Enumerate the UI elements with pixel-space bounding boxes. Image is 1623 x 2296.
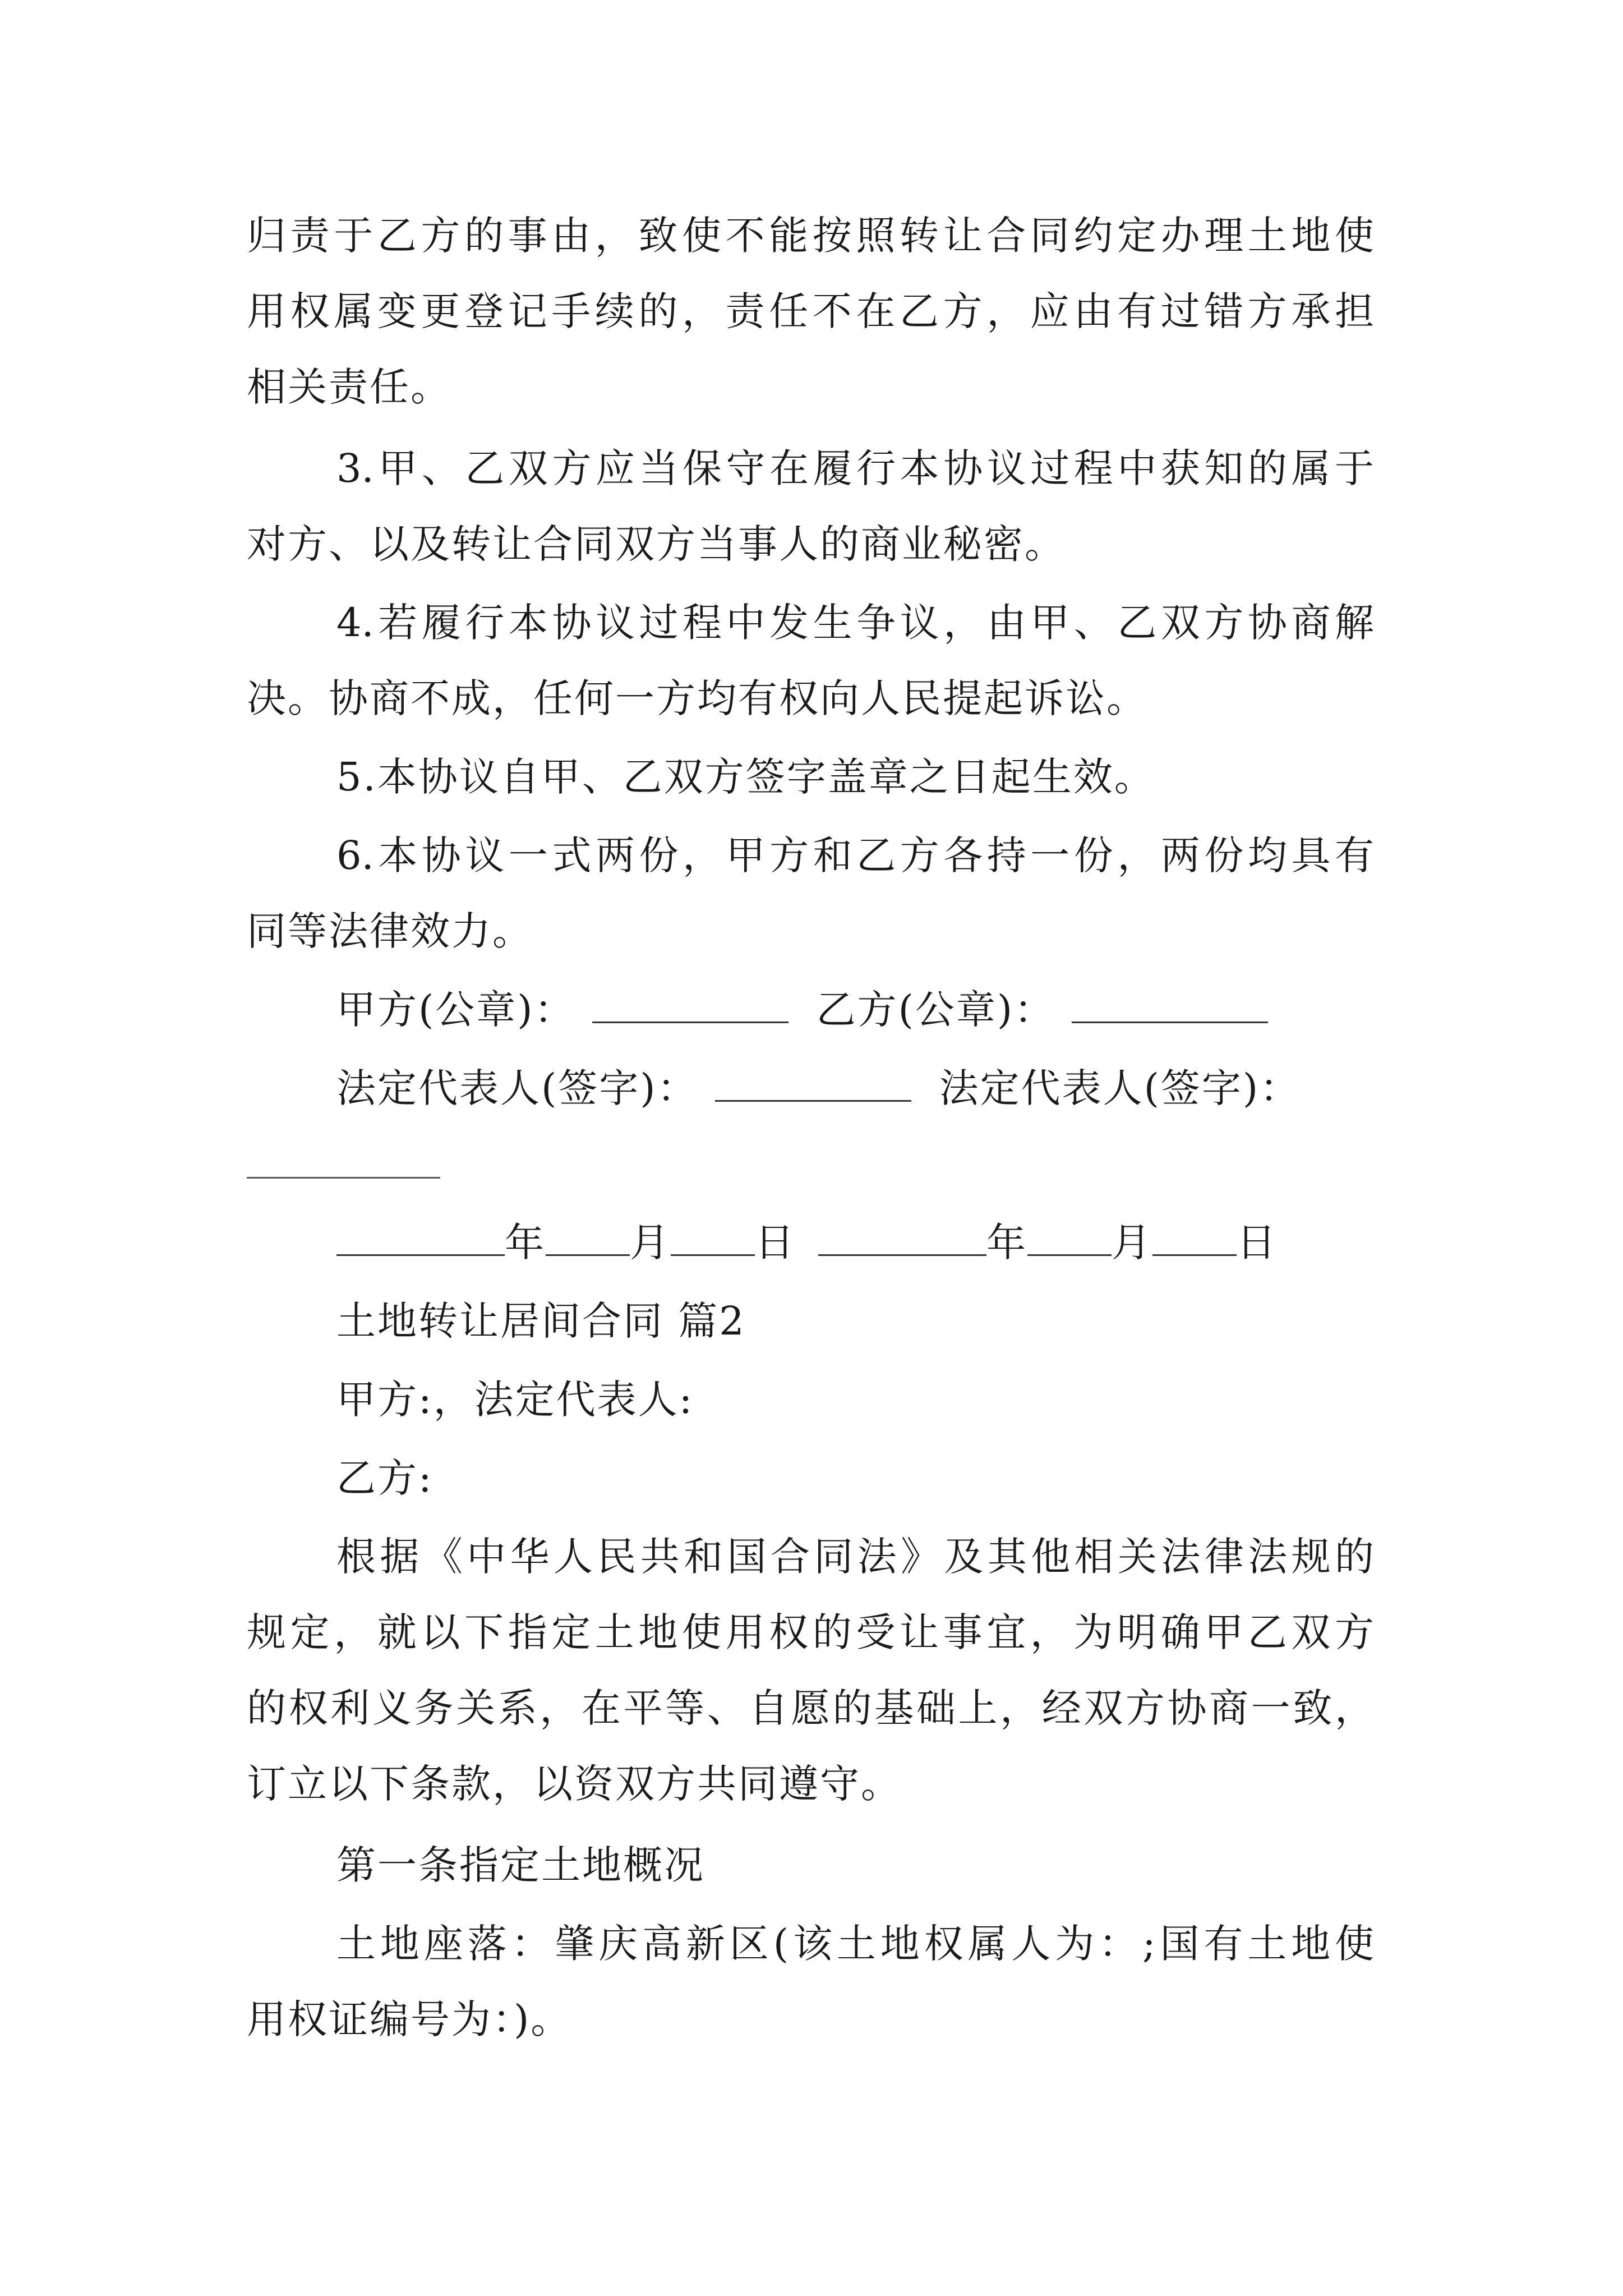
year-blank-b [818,1220,986,1256]
paragraph-line: 规定，就以下指定土地使用权的受让事宜，为明确甲乙双方 [247,1609,1374,1655]
date-row [336,1217,1278,1268]
month-label-b: 月 [1112,1220,1152,1266]
party-b-seal-blank [1072,987,1268,1023]
month-label: 月 [630,1220,671,1266]
paragraph-line: 用权证编号为：)。 [247,1996,572,2042]
month-blank-b [1027,1220,1112,1256]
rep-b-label: 法定代表人(签字)： [939,1065,1301,1111]
paragraph-line: 归责于乙方的事由，致使不能按照转让合同约定办理土地使 [247,213,1374,259]
seal-signature-row [336,984,1268,1035]
paragraph-line: 相关责任。 [247,364,451,410]
day-blank [671,1220,755,1256]
clause-5: 5.本协议自甲、乙双方签字盖章之日起生效。 [336,754,1155,800]
day-blank-b [1152,1220,1237,1256]
party-b-line: 乙方: [336,1455,434,1501]
year-label: 年 [505,1220,546,1266]
party-a-seal-label: 甲方(公章)： [336,987,575,1033]
party-b-seal-label: 乙方(公章)： [816,987,1055,1033]
article-1-title: 第一条指定土地概况 [336,1842,705,1888]
rep-b-blank [247,1177,440,1179]
year-label-b: 年 [986,1220,1027,1266]
rep-signature-row [336,1063,1301,1114]
clause-3: 3.甲、乙双方应当保守在履行本协议过程中获知的属于 [336,445,1374,491]
rep-a-blank [715,1065,911,1102]
rep-a-label: 法定代表人(签字)： [336,1065,698,1111]
paragraph-line: 用权属变更登记手续的，责任不在乙方，应由有过错方承担 [247,288,1374,334]
section-title: 土地转让居间合同 篇2 [336,1298,746,1344]
location-paragraph: 土地座落：肇庆高新区(该土地权属人为：;国有土地使 [336,1921,1374,1967]
clause-6: 6.本协议一式两份，甲方和乙方各持一份，两份均具有 [336,832,1374,878]
party-a-line: 甲方:，法定代表人: [336,1377,694,1423]
intro-paragraph: 根据《中华人民共和国合同法》及其他相关法律法规的 [336,1534,1374,1580]
paragraph-line: 同等法律效力。 [247,908,533,954]
paragraph-line: 决。协商不成，任何一方均有权向人民提起诉讼。 [247,675,1147,721]
clause-4: 4.若履行本协议过程中发生争议，由甲、乙双方协商解 [336,600,1374,646]
paragraph-line: 的权利义务关系，在平等、自愿的基础上，经双方协商一致， [247,1685,1374,1731]
paragraph-line: 订立以下条款，以资双方共同遵守。 [247,1761,902,1807]
day-label: 日 [755,1220,796,1266]
paragraph-line: 对方、以及转让合同双方当事人的商业秘密。 [247,521,1066,567]
day-label-b: 日 [1237,1220,1278,1266]
year-blank [336,1220,505,1256]
month-blank [546,1220,630,1256]
party-a-seal-blank [592,987,789,1023]
